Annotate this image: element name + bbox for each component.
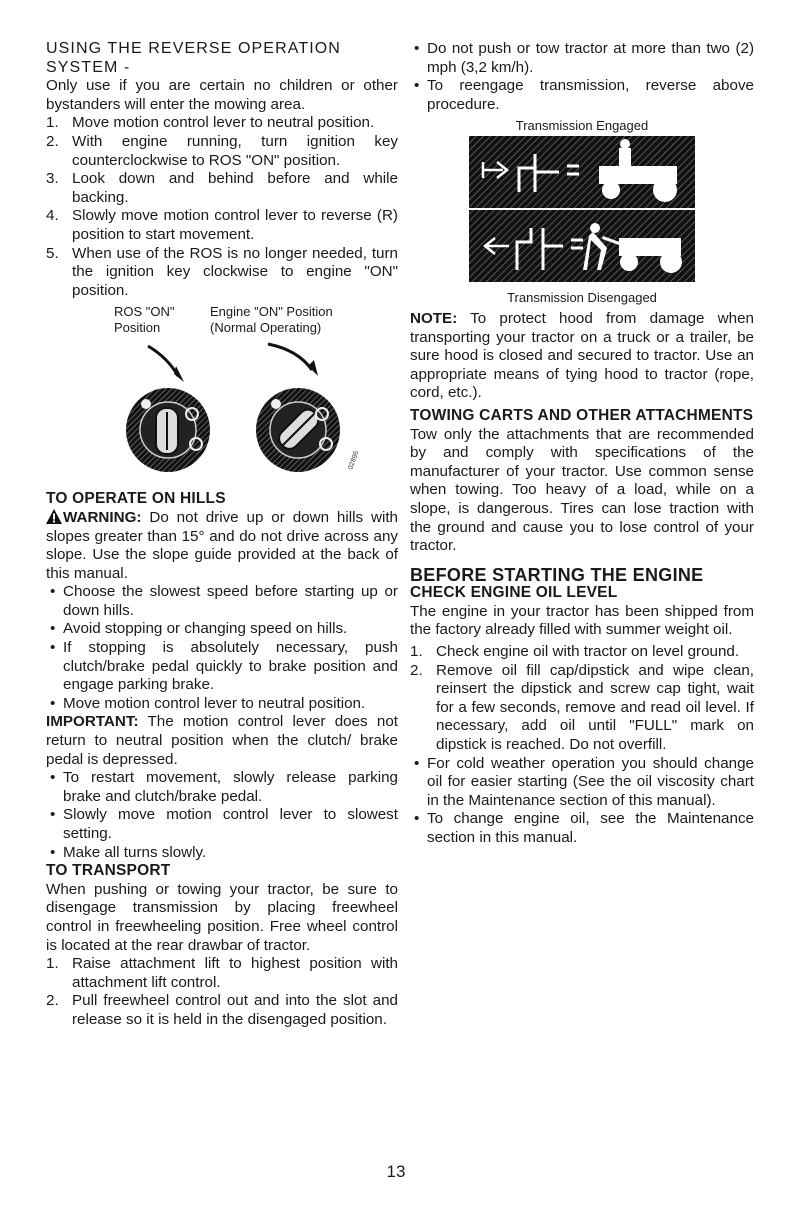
bullet-item	[46, 695, 398, 714]
bullet-text: Avoid stopping or changing speed on hills.	[63, 620, 348, 638]
step-text: Check engine oil with tractor on level ground.	[436, 643, 740, 661]
bullet-icon: •	[50, 843, 56, 861]
ros-caption-1: ROS "ON"	[114, 304, 175, 320]
bullet-icon: •	[50, 769, 56, 787]
step-number: 4.	[46, 207, 59, 225]
step-number: 2.	[46, 992, 59, 1010]
left-column	[46, 40, 398, 1030]
bullet-icon: •	[414, 40, 420, 57]
transmission-engaged-caption: Transmission Engaged	[515, 118, 649, 134]
step-text: Look down and behind before and while backing.	[72, 170, 398, 206]
numbered-step	[46, 955, 398, 992]
oil-title: CHECK ENGINE OIL LEVEL	[410, 584, 618, 602]
step-text: Pull freewheel control out and into the slot and release so it is held in the disengaged position.	[72, 992, 398, 1028]
numbered-step	[410, 662, 754, 755]
bullet-item	[410, 810, 754, 847]
numbered-step	[46, 133, 398, 170]
bullet-icon: •	[50, 639, 56, 657]
warning-triangle-icon	[46, 509, 62, 524]
bullet-item	[410, 40, 754, 77]
before-starting-title: BEFORE STARTING THE ENGINE	[410, 564, 704, 585]
hills-bullets-2-list	[46, 769, 398, 862]
step-text: When use of the ROS is no longer needed, turn the ignition key clockwise to engine "ON" position.	[72, 244, 398, 299]
bullet-text: Make all turns slowly.	[63, 843, 207, 861]
transport-bullets-list	[410, 40, 754, 114]
towing-title: TOWING CARTS AND OTHER ATTACHMENTS	[410, 406, 754, 424]
important-text: The motion control lever does not return to neutral position when the clutch/ brake pedal is depressed.	[46, 713, 398, 768]
transport-text: When pushing or towing your tractor, be sure to disengage transmission by placing freewheel control in freewheeling position. Free wheel control is located at the rear drawbar of tractor.	[46, 880, 398, 954]
bullet-icon: •	[50, 583, 56, 601]
bullet-item	[410, 755, 754, 811]
warning-label: WARNING:	[63, 508, 142, 526]
bullet-item	[46, 583, 398, 620]
page-number: 13	[386, 1162, 406, 1181]
ignition-switch-illustration	[126, 338, 366, 484]
note-label: NOTE:	[410, 309, 458, 327]
ignition-key-figure	[46, 302, 398, 484]
bullet-text: To reengage transmission, reverse above procedure.	[427, 77, 754, 113]
bullet-text: Slowly move motion control lever to slowest setting.	[63, 806, 398, 842]
oil-bullets-list	[410, 755, 754, 848]
bullet-item	[46, 844, 398, 863]
transmission-figure	[410, 118, 754, 306]
numbered-step	[410, 643, 754, 662]
bullet-icon: •	[50, 620, 56, 638]
towing-text: Tow only the attachments that are recommended by and comply with specifications of the manufacturer of your tractor. Use common sense when towing. Too heavy of a load, while on a slope, is dangerous. Tires can lose traction with the ground and cause you to lose control of your tractor.	[410, 425, 754, 555]
engine-on-switch-icon	[256, 344, 340, 472]
bullet-text: Choose the slowest speed before starting up or down hills.	[63, 583, 398, 619]
bullet-icon: •	[414, 754, 420, 772]
note-text: To protect hood from damage when transporting your tractor on a truck or a trailer, be sure hood is closed and secured to tractor. Use an appropriate means of tying hood to tractor (rope, cord, etc.).	[410, 309, 754, 402]
bullet-text: If stopping is absolutely necessary, push clutch/brake pedal quickly to brake position and engage parking brake.	[63, 639, 398, 694]
note-paragraph	[410, 310, 754, 403]
warning-text: Do not drive up or down hills with slopes greater than 15° and do not drive across any slope. Use the slope guide provided at the back of this manual.	[46, 508, 398, 582]
step-text: Slowly move motion control lever to reverse (R) position to start movement.	[72, 207, 398, 243]
step-number: 1.	[46, 955, 59, 973]
numbered-step	[46, 114, 398, 133]
oil-text: The engine in your tractor has been shipped from the factory already filled with summer weight oil.	[410, 602, 754, 639]
numbered-step	[46, 207, 398, 244]
bullet-item	[410, 77, 754, 114]
step-text: Remove oil fill cap/dipstick and wipe clean, reinsert the dipstick and screw cap tight, wait for a few seconds, remove and read oil level. If necessary, add oil until "FULL" mark on dipstick is reached. Do not overfill.	[436, 661, 754, 754]
hills-bullets-list	[46, 583, 398, 713]
bullet-text: Do not push or tow tractor at more than two (2) mph (3,2 km/h).	[427, 40, 754, 76]
bullet-icon: •	[414, 77, 420, 95]
bullet-item	[46, 769, 398, 806]
hills-title: TO OPERATE ON HILLS	[46, 490, 226, 508]
reverse-section-title: USING THE REVERSE OPERATION SYSTEM -	[46, 40, 341, 76]
bullet-text: For cold weather operation you should change oil for easier starting (See the oil viscosity chart in the Maintenance section of this manual).	[427, 754, 754, 809]
bullet-icon: •	[414, 810, 420, 828]
transport-steps-list	[46, 955, 398, 1029]
reverse-steps-list	[46, 114, 398, 300]
warning-paragraph	[46, 509, 398, 583]
important-label: IMPORTANT:	[46, 713, 139, 731]
numbered-step	[46, 992, 398, 1029]
bullet-icon: •	[50, 806, 56, 824]
right-column	[410, 40, 754, 848]
bullet-item	[46, 639, 398, 695]
step-text: With engine running, turn ignition key counterclockwise to ROS "ON" position.	[72, 132, 398, 169]
engine-caption-1: Engine "ON" Position	[210, 304, 333, 320]
transport-title: TO TRANSPORT	[46, 862, 171, 880]
step-number: 3.	[46, 170, 59, 188]
step-number: 2.	[410, 661, 423, 679]
important-paragraph	[46, 713, 398, 769]
bullet-text: To change engine oil, see the Maintenance section in this manual.	[427, 810, 754, 846]
bullet-item	[46, 620, 398, 639]
step-number: 1.	[46, 114, 59, 132]
figure-code: 02895	[347, 450, 361, 471]
bullet-text: Move motion control lever to neutral position.	[63, 694, 366, 712]
bullet-icon: •	[50, 694, 56, 712]
ros-caption-2: Position	[114, 320, 161, 336]
numbered-step	[46, 245, 398, 301]
step-number: 5.	[46, 244, 59, 262]
ros-switch-icon	[126, 346, 210, 472]
step-text: Move motion control lever to neutral position.	[72, 114, 375, 132]
engine-caption-2: (Normal Operating)	[210, 320, 322, 336]
step-text: Raise attachment lift to highest position with attachment lift control.	[72, 955, 398, 991]
numbered-step	[46, 170, 398, 207]
step-number: 2.	[46, 132, 59, 150]
bullet-item	[46, 806, 398, 843]
transmission-disengaged-caption: Transmission Disengaged	[507, 289, 657, 305]
oil-steps-list	[410, 643, 754, 755]
bullet-text: To restart movement, slowly release parking brake and clutch/brake pedal.	[63, 769, 398, 805]
step-number: 1.	[410, 643, 423, 661]
freewheel-control-illustration	[469, 136, 695, 282]
reverse-intro: Only use if you are certain no children or other bystanders will enter the mowing area.	[46, 77, 398, 113]
